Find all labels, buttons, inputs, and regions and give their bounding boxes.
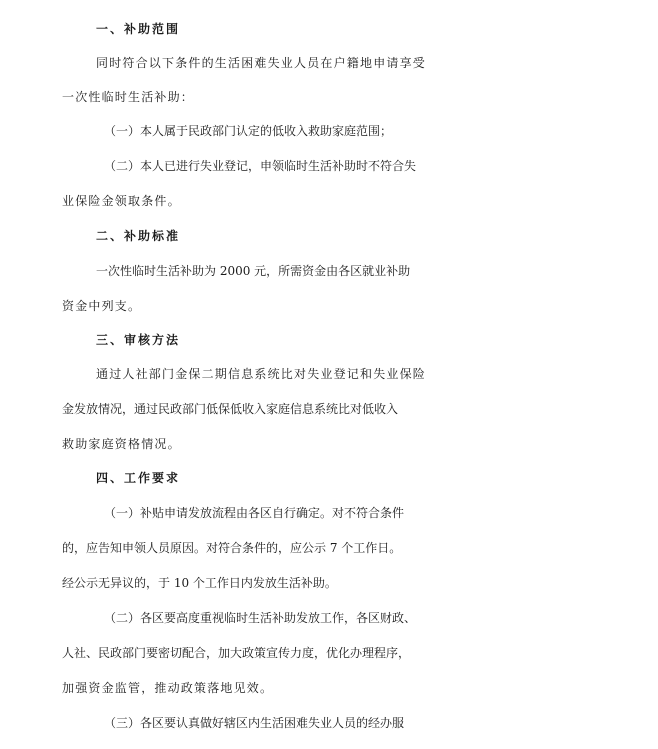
paragraph-line: 的，应告知申领人员原因。对符合条件的，应公示 7 个工作日。 <box>62 541 402 555</box>
paragraph-line: 金发放情况，通过民政部门低保低收入家庭信息系统比对低收入 <box>62 402 399 416</box>
list-item-line: （三）各区要认真做好辖区内生活困难失业人员的经办服 <box>104 716 405 730</box>
paragraph-line: 人社、民政部门要密切配合，加大政策宣传力度，优化办理程序， <box>62 646 411 660</box>
paragraph-line: 经公示无异议的，于 10 个工作日内发放生活补助。 <box>62 576 337 590</box>
list-item-line: （二）本人已进行失业登记，申领临时生活补助时不符合失 <box>104 159 417 173</box>
paragraph-line: 资金中列支。 <box>62 299 142 313</box>
paragraph-line: 加强资金监管，推动政策落地见效。 <box>62 681 274 695</box>
section-heading-standard: 二、补助标准 <box>96 229 181 243</box>
list-item-line: （二）各区要高度重视临时生活补助发放工作，各区财政、 <box>104 611 417 625</box>
paragraph-line: 通过人社部门金保二期信息系统比对失业登记和失业保险 <box>96 367 427 381</box>
section-heading-requirements: 四、工作要求 <box>96 471 181 485</box>
list-item-line: （一）补贴申请发放流程由各区自行确定。对不符合条件 <box>104 506 405 520</box>
paragraph-line: 一次性临时生活补助为 2000 元，所需资金由各区就业补助 <box>96 264 411 278</box>
section-heading-review: 三、审核方法 <box>96 333 181 347</box>
paragraph-line: 同时符合以下条件的生活困难失业人员在户籍地申请享受 <box>96 56 427 70</box>
paragraph-line: 一次性临时生活补助： <box>62 90 195 104</box>
paragraph-line: 业保险金领取条件。 <box>62 194 181 208</box>
paragraph-line: 救助家庭资格情况。 <box>62 437 181 451</box>
list-item-line: （一）本人属于民政部门认定的低收入救助家庭范围； <box>104 124 393 138</box>
section-heading-scope: 一、补助范围 <box>96 22 181 36</box>
